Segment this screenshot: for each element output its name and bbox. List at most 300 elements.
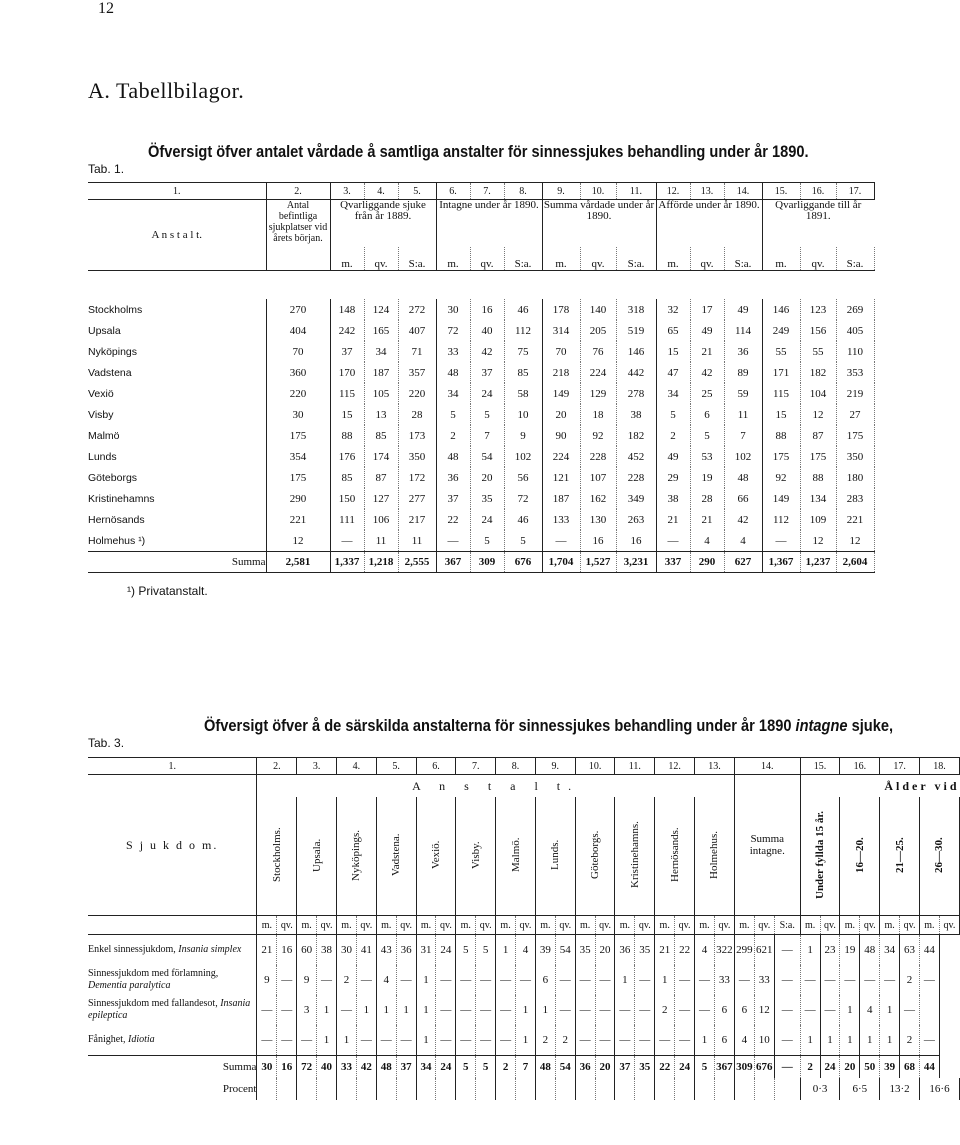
table-cell: 30: [266, 404, 330, 425]
table-cell: 20: [470, 467, 504, 488]
table-cell: 115: [330, 383, 364, 404]
table-cell: 33: [754, 965, 774, 995]
table-row: [88, 509, 874, 530]
sum-cell: 2: [800, 1056, 820, 1079]
table-cell: 16: [616, 530, 656, 552]
subheader-m: m.: [297, 916, 317, 935]
subheader-qv: qv.: [675, 916, 695, 935]
table-cell: 106: [364, 509, 398, 530]
table-cell: 4: [690, 530, 724, 552]
table-cell: 109: [800, 509, 836, 530]
table-cell: 228: [580, 446, 616, 467]
sum-cell: 24: [675, 1056, 695, 1079]
header-anstalt-t3: A n s t a l t.: [257, 775, 734, 798]
table-cell: 4: [516, 935, 536, 966]
sum-cell: 5: [456, 1056, 476, 1079]
sum-cell: 1,367: [762, 552, 800, 573]
table-cell: 11: [724, 404, 762, 425]
table-cell: 107: [580, 467, 616, 488]
table-cell: 18: [580, 404, 616, 425]
table-cell: —: [476, 965, 496, 995]
subheader-m: m.: [919, 916, 939, 935]
table-cell: —: [277, 995, 297, 1025]
table-cell: 36: [436, 467, 470, 488]
table-cell: 149: [762, 488, 800, 509]
subheader-m: m.: [880, 916, 900, 935]
table-cell: 104: [800, 383, 836, 404]
subheader-qv: qv.: [754, 916, 774, 935]
table-cell: —: [297, 1025, 317, 1056]
table-row: [88, 488, 874, 509]
table-cell: 357: [398, 362, 436, 383]
table-cell: 22: [675, 935, 695, 966]
table-cell: —: [317, 965, 337, 995]
column-number: 6.: [416, 758, 456, 775]
table-cell: —: [695, 995, 715, 1025]
subheader-m: m.: [542, 247, 580, 271]
subheader-m: m.: [695, 916, 715, 935]
tab3-subheader-row: [88, 916, 960, 935]
table-cell: 175: [762, 446, 800, 467]
sum-cell: 48: [376, 1056, 396, 1079]
table-cell: —: [615, 995, 635, 1025]
table-cell: 55: [762, 341, 800, 362]
table-cell: 49: [656, 446, 690, 467]
header-summa-intagne: Summa intagne.: [734, 775, 800, 916]
subheader-sa: S:a.: [774, 916, 800, 935]
table-cell: 31: [416, 935, 436, 966]
table-cell: 283: [836, 488, 874, 509]
table-cell: 40: [470, 320, 504, 341]
subheader-m: m.: [575, 916, 595, 935]
sum-cell: 2,555: [398, 552, 436, 573]
tab3-body: [88, 935, 960, 1101]
subheader-qv: qv.: [364, 247, 398, 271]
table-cell: 3: [297, 995, 317, 1025]
anstalt-vertical-label: Stockholms.: [270, 827, 283, 882]
table-cell: 92: [762, 467, 800, 488]
table-cell: 2: [655, 995, 675, 1025]
tab3-group-header: [88, 775, 960, 798]
table-cell: 5: [470, 404, 504, 425]
table-cell: 87: [364, 467, 398, 488]
age-vertical-label: Under fyllda 15 år.: [814, 810, 827, 899]
table-cell: 272: [398, 299, 436, 320]
table-cell: 1: [376, 995, 396, 1025]
table-cell: 6: [690, 404, 724, 425]
age-column-header: [800, 797, 840, 916]
column-number: 11.: [615, 758, 655, 775]
procent-blank: [416, 1078, 436, 1100]
table-cell: 1: [496, 935, 516, 966]
table-cell: —: [820, 965, 840, 995]
procent-label: Procent: [88, 1078, 257, 1100]
subheader-m: m.: [456, 916, 476, 935]
table-cell: 1: [880, 1025, 900, 1056]
sum-cell: 7: [516, 1056, 536, 1079]
anstalt-name: Hernösands: [88, 509, 266, 530]
table-cell: 25: [690, 383, 724, 404]
table-cell: —: [436, 530, 470, 552]
sum-cell: 309: [734, 1056, 754, 1079]
procent-blank: [257, 1078, 277, 1100]
subheader-blank: [88, 916, 257, 935]
table-cell: 12: [800, 404, 836, 425]
table-row: [88, 467, 874, 488]
sum-cell: 20: [840, 1056, 860, 1079]
subheader-m: m.: [734, 916, 754, 935]
subheader-qv: qv.: [317, 916, 337, 935]
table-cell: 72: [504, 488, 542, 509]
anstalt-name: Visby: [88, 404, 266, 425]
subheader-qv: qv.: [356, 916, 376, 935]
table-cell: 175: [266, 467, 330, 488]
anstalt-name: Upsala: [88, 320, 266, 341]
table-cell: 12: [266, 530, 330, 552]
table-cell: 42: [724, 509, 762, 530]
procent-blank: [714, 1078, 734, 1100]
table-cell: 37: [436, 488, 470, 509]
table-cell: 350: [398, 446, 436, 467]
table-cell: 519: [616, 320, 656, 341]
table-cell: 1: [416, 965, 436, 995]
table-cell: 1: [516, 1025, 536, 1056]
table-cell: 15: [656, 341, 690, 362]
table-cell: —: [595, 1025, 615, 1056]
column-number: 13.: [695, 758, 735, 775]
table-cell: 38: [616, 404, 656, 425]
column-number: 14.: [734, 758, 800, 775]
anstalt-column-header: [535, 797, 575, 916]
table-cell: 11: [364, 530, 398, 552]
age-column-header: [919, 797, 959, 916]
sum-cell: 627: [724, 552, 762, 573]
subheader-qv: qv.: [690, 247, 724, 271]
tab1-label: Tab. 1.: [88, 162, 125, 176]
table-cell: 176: [330, 446, 364, 467]
table-cell: 59: [724, 383, 762, 404]
table-cell: 175: [800, 446, 836, 467]
sum-row: [88, 1056, 960, 1079]
table-cell: 269: [836, 299, 874, 320]
table-cell: 20: [542, 404, 580, 425]
table-cell: —: [800, 995, 820, 1025]
sum-cell: 37: [615, 1056, 635, 1079]
anstalt-name: Stockholms: [88, 299, 266, 320]
table-cell: 129: [580, 383, 616, 404]
table-cell: 88: [330, 425, 364, 446]
table-cell: 32: [656, 299, 690, 320]
column-number: 7.: [456, 758, 496, 775]
table-cell: 56: [504, 467, 542, 488]
table-cell: 63: [900, 935, 920, 966]
table-cell: 35: [470, 488, 504, 509]
column-number: 17.: [880, 758, 920, 775]
table-cell: 156: [800, 320, 836, 341]
table-cell: 175: [266, 425, 330, 446]
table-cell: 102: [724, 446, 762, 467]
procent-blank: [516, 1078, 536, 1100]
table-cell: 34: [364, 341, 398, 362]
table-cell: 28: [398, 404, 436, 425]
anstalt-column-header: [456, 797, 496, 916]
table-cell: 1: [800, 1025, 820, 1056]
sum-cell: 34: [416, 1056, 436, 1079]
table-cell: —: [656, 530, 690, 552]
subheader-m: m.: [615, 916, 635, 935]
subheader-qv: qv.: [476, 916, 496, 935]
table-cell: 1: [840, 995, 860, 1025]
table-cell: 2: [436, 425, 470, 446]
procent-cell: 6·5: [840, 1078, 880, 1100]
table-cell: 2: [900, 1025, 920, 1056]
header-anstalt: A n s t a l t.: [88, 200, 266, 271]
table-cell: 21: [655, 935, 675, 966]
age-column-header: [880, 797, 920, 916]
anstalt-column-header: [575, 797, 615, 916]
subheader-sa: S:a.: [398, 247, 436, 271]
page-number: 12: [98, 0, 114, 17]
table-cell: —: [900, 995, 920, 1025]
anstalt-column-header: [257, 797, 297, 916]
anstalt-name: Göteborgs: [88, 467, 266, 488]
table-cell: 21: [690, 509, 724, 530]
table-cell: 442: [616, 362, 656, 383]
table-cell: 2: [337, 965, 357, 995]
column-number: 2.: [257, 758, 297, 775]
table-cell: 1: [416, 1025, 436, 1056]
sum-cell: 676: [754, 1056, 774, 1079]
table-cell: 21: [690, 341, 724, 362]
table-cell: 2: [656, 425, 690, 446]
sum-cell: 40: [317, 1056, 337, 1079]
procent-blank: [297, 1078, 317, 1100]
table-cell: 277: [398, 488, 436, 509]
sum-cell: 33: [337, 1056, 357, 1079]
procent-blank: [734, 1078, 754, 1100]
table-cell: 112: [504, 320, 542, 341]
anstalt-column-header: [496, 797, 536, 916]
table-cell: —: [542, 530, 580, 552]
table-cell: —: [356, 965, 376, 995]
table-cell: 21: [656, 509, 690, 530]
column-number: 17.: [836, 183, 874, 200]
table-cell: 24: [436, 935, 456, 966]
disease-name-text: Fånighet,: [88, 1034, 128, 1045]
table-cell: 89: [724, 362, 762, 383]
table-cell: 140: [580, 299, 616, 320]
column-number: 5.: [398, 183, 436, 200]
column-number: 10.: [580, 183, 616, 200]
subheader-qv: qv.: [277, 916, 297, 935]
table-cell: —: [820, 995, 840, 1025]
table-cell: —: [762, 530, 800, 552]
anstalt-vertical-label: Lunds.: [549, 839, 562, 870]
table-cell: 10: [504, 404, 542, 425]
table-cell: 121: [542, 467, 580, 488]
tab3-table: [88, 757, 960, 1100]
procent-blank: [754, 1078, 774, 1100]
table-cell: 30: [337, 935, 357, 966]
procent-blank: [337, 1078, 357, 1100]
table-cell: 353: [836, 362, 874, 383]
table-cell: 16: [580, 530, 616, 552]
column-number: 1.: [88, 183, 266, 200]
table-row: [88, 362, 874, 383]
table-cell: 15: [762, 404, 800, 425]
procent-blank: [376, 1078, 396, 1100]
column-number: 9.: [535, 758, 575, 775]
table-cell: 42: [690, 362, 724, 383]
table-cell: 187: [364, 362, 398, 383]
anstalt-vertical-label: Hernösands.: [668, 827, 681, 882]
table-cell: 65: [656, 320, 690, 341]
table-cell: 182: [800, 362, 836, 383]
table-cell: 5: [476, 935, 496, 966]
column-number: 7.: [470, 183, 504, 200]
table-cell: 173: [398, 425, 436, 446]
procent-blank: [436, 1078, 456, 1100]
table-cell: 263: [616, 509, 656, 530]
column-number: 2.: [266, 183, 330, 200]
procent-blank: [655, 1078, 675, 1100]
table-cell: 39: [535, 935, 555, 966]
table-cell: —: [575, 965, 595, 995]
table-cell: 71: [398, 341, 436, 362]
table-cell: 47: [656, 362, 690, 383]
sum-cell: 30: [257, 1056, 277, 1079]
subheader-m: m.: [436, 247, 470, 271]
anstalt-name: Nyköpings: [88, 341, 266, 362]
subheader-sa: S:a.: [724, 247, 762, 271]
table-cell: —: [595, 965, 615, 995]
disease-name: [88, 935, 257, 966]
procent-blank: [595, 1078, 615, 1100]
table-cell: —: [476, 1025, 496, 1056]
table-cell: —: [456, 965, 476, 995]
subheader-qv: qv.: [595, 916, 615, 935]
table-cell: 29: [656, 467, 690, 488]
table-cell: 178: [542, 299, 580, 320]
tab1-table-wrap: [88, 182, 954, 573]
sum-cell: 24: [820, 1056, 840, 1079]
table-cell: 127: [364, 488, 398, 509]
disease-name: [88, 1025, 257, 1056]
disease-latin-name: Insania simplex: [178, 944, 242, 955]
table-cell: 48: [436, 446, 470, 467]
spacer-row: [88, 271, 874, 300]
table-cell: 1: [820, 1025, 840, 1056]
table-cell: 46: [504, 509, 542, 530]
subheader-qv: qv.: [516, 916, 536, 935]
anstalt-vertical-label: Malmö.: [509, 837, 522, 872]
anstalt-name: Vexiö: [88, 383, 266, 404]
sum-cell: 1,218: [364, 552, 398, 573]
table-cell: —: [800, 965, 820, 995]
sum-cell: 1,704: [542, 552, 580, 573]
table-row: [88, 995, 960, 1025]
table-cell: 35: [635, 935, 655, 966]
table-cell: —: [456, 1025, 476, 1056]
table-cell: 354: [266, 446, 330, 467]
subheader-qv: qv.: [396, 916, 416, 935]
procent-blank: [774, 1078, 800, 1100]
table-cell: 112: [762, 509, 800, 530]
column-number: 3.: [297, 758, 337, 775]
procent-blank: [535, 1078, 555, 1100]
table-cell: 36: [396, 935, 416, 966]
table-cell: —: [675, 965, 695, 995]
table-cell: 38: [656, 488, 690, 509]
sum-cell: 5: [695, 1056, 715, 1079]
column-number: 1.: [88, 758, 257, 775]
column-number: 8.: [496, 758, 536, 775]
sum-cell: 72: [297, 1056, 317, 1079]
table-cell: 1: [695, 1025, 715, 1056]
table-cell: —: [635, 995, 655, 1025]
column-number: 9.: [542, 183, 580, 200]
tab3-label: Tab. 3.: [88, 736, 125, 750]
table-cell: 49: [724, 299, 762, 320]
sum-cell: 36: [575, 1056, 595, 1079]
table-cell: 224: [542, 446, 580, 467]
table-cell: 70: [266, 341, 330, 362]
header-alder: Ålder vid: [884, 778, 960, 793]
sum-cell: 1,527: [580, 552, 616, 573]
table-cell: 182: [616, 425, 656, 446]
table-cell: —: [575, 995, 595, 1025]
procent-blank: [277, 1078, 297, 1100]
tab3-title-end: sjuke,: [847, 716, 894, 735]
table-cell: 1: [860, 1025, 880, 1056]
table-cell: —: [860, 965, 880, 995]
table-cell: 34: [880, 935, 900, 966]
table-cell: —: [774, 935, 800, 966]
table-cell: 171: [762, 362, 800, 383]
table-cell: 149: [542, 383, 580, 404]
header-qvarl-1891: Qvarliggande till år 1891.: [775, 199, 862, 222]
table-cell: 36: [724, 341, 762, 362]
header-antal: Antal befintliga sjukplatser vid årets början.: [266, 200, 330, 271]
anstalt-vertical-label: Kristinehamns.: [628, 821, 641, 888]
subheader-qv: qv.: [580, 247, 616, 271]
table-row: [88, 320, 874, 341]
subheader-m: m.: [800, 916, 820, 935]
sum-cell: 367: [436, 552, 470, 573]
table-cell: 360: [266, 362, 330, 383]
column-number: 4.: [364, 183, 398, 200]
table-cell: 34: [436, 383, 470, 404]
table-cell: 133: [542, 509, 580, 530]
sum-cell: 42: [356, 1056, 376, 1079]
table-cell: 172: [398, 467, 436, 488]
table-cell: 28: [690, 488, 724, 509]
anstalt-vertical-label: Vexiö.: [429, 840, 442, 869]
procent-blank: [356, 1078, 376, 1100]
table-cell: 13: [364, 404, 398, 425]
subheader-m: m.: [762, 247, 800, 271]
table-cell: 37: [330, 341, 364, 362]
subheader-m: m.: [655, 916, 675, 935]
table-cell: —: [675, 1025, 695, 1056]
subheader-qv: qv.: [860, 916, 880, 935]
column-number: 11.: [616, 183, 656, 200]
column-number: 16.: [840, 758, 880, 775]
table-cell: 5: [690, 425, 724, 446]
table-cell: 146: [616, 341, 656, 362]
procent-blank: [635, 1078, 655, 1100]
table-cell: 218: [542, 362, 580, 383]
